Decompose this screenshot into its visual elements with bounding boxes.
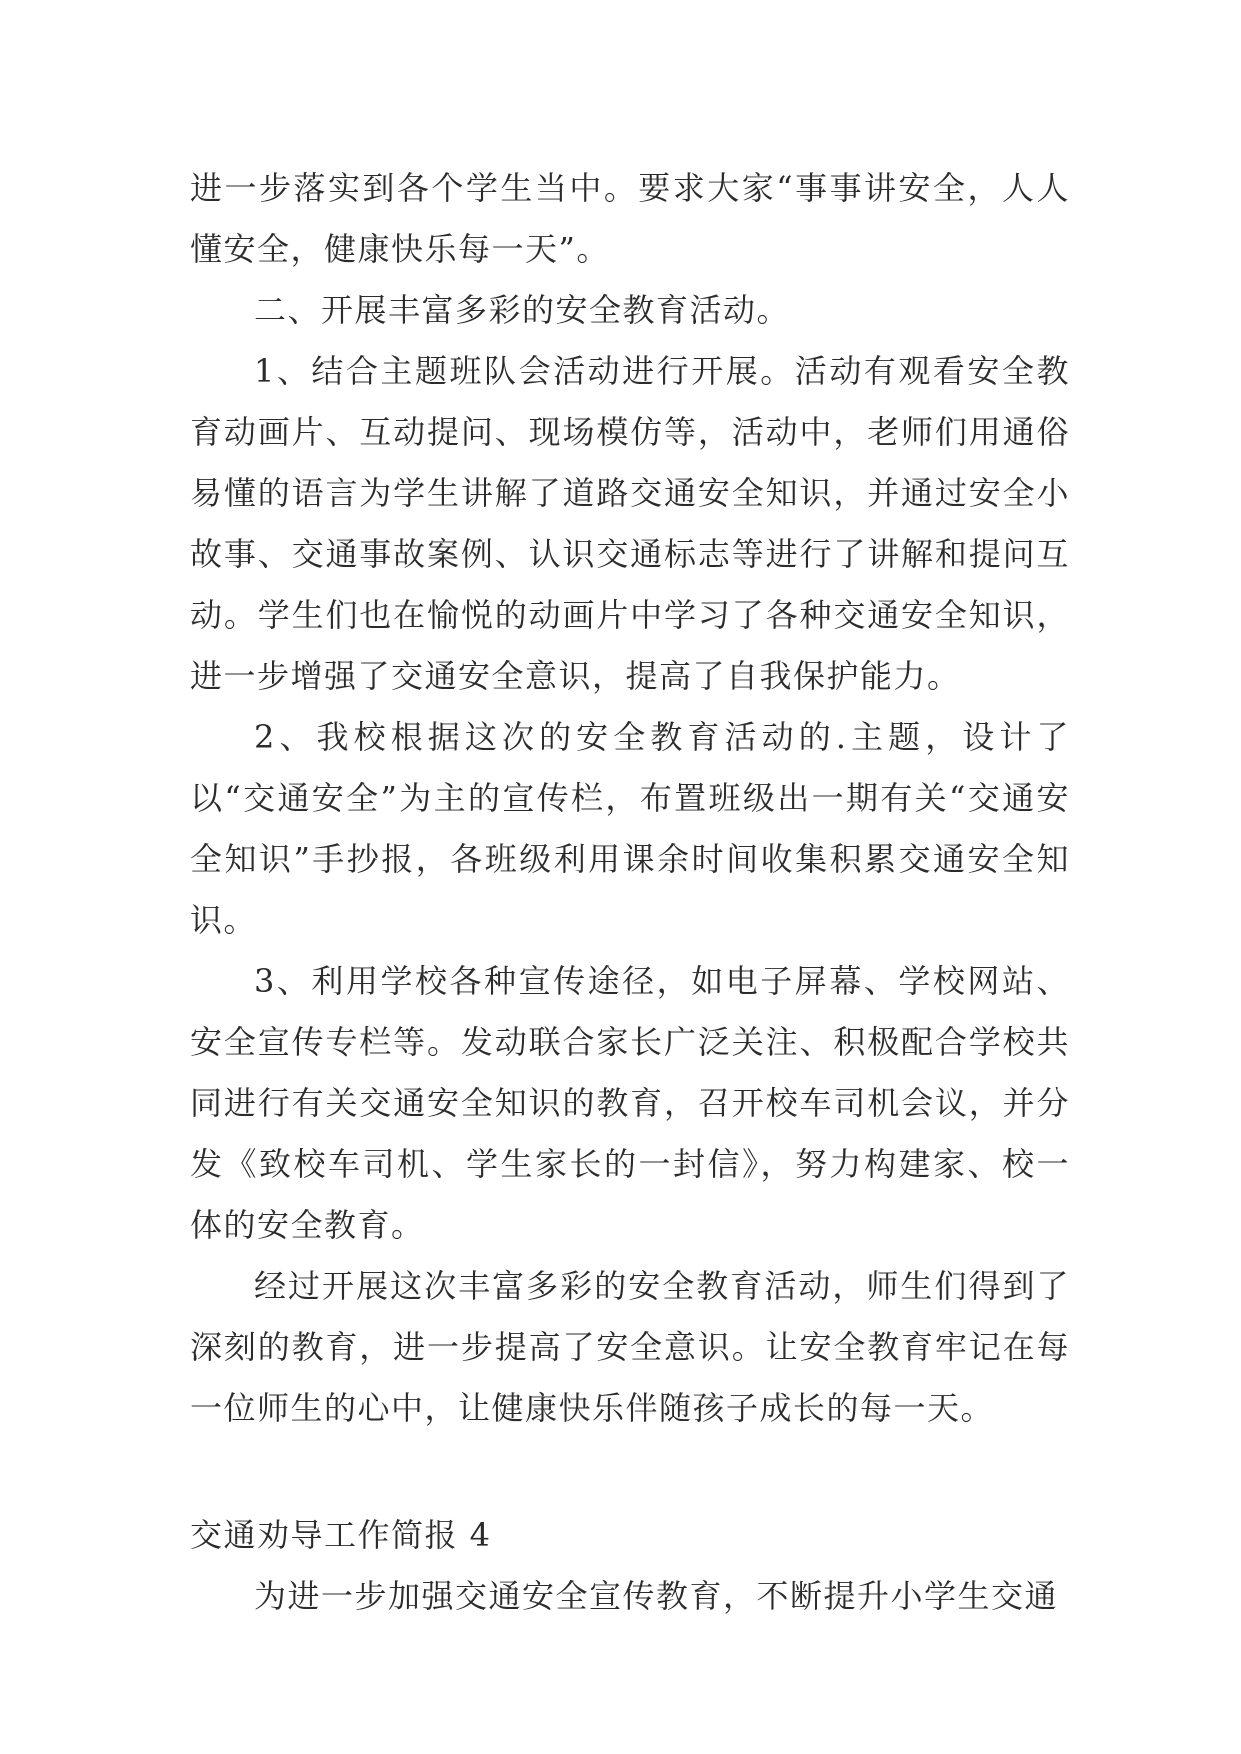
paragraph-section-title: 二、开展丰富多彩的安全教育活动。 xyxy=(254,291,791,329)
paragraph-item-2: 2、我校根据这次的安全教育活动的.主题，设计了以“交通安全”为主的宣传栏，布置班级出一期有关“交通安全知识”手抄报，各班级利用课余时间收集积累交通安全知识。 xyxy=(190,718,1070,939)
paragraph-item-3: 3、利用学校各种宣传途径，如电子屏幕、学校网站、安全宣传专栏等。发动联合家长广泛关注、积极配合学校共同进行有关交通安全知识的教育，召开校车司机会议，并分发《致校车司机、学生家长的一封信》，努力构建家、校一体的安全教育。 xyxy=(190,962,1070,1244)
paragraph-continuation: 进一步落实到各个学生当中。要求大家“事事讲安全，人人懂安全，健康快乐每一天”。 xyxy=(190,169,1070,268)
paragraph-item-1: 1、结合主题班队会活动进行开展。活动有观看安全教育动画片、互动提问、现场模仿等，活动中，老师们用通俗易懂的语言为学生讲解了道路交通安全知识，并通过安全小故事、交通事故案例、认识交通标志等进行了讲解和提问互动。学生们也在愉悦的动画片中学习了各种交通安全知识，进一步增强了交通安全意识，提高了自我保护能力。 xyxy=(190,352,1070,695)
section-heading: 交通劝导工作简报 4 xyxy=(190,1516,492,1554)
document-body xyxy=(190,158,1070,1627)
paragraph-conclusion: 经过开展这次丰富多彩的安全教育活动，师生们得到了深刻的教育，进一步提高了安全意识。让安全教育牢记在每一位师生的心中，让健康快乐伴随孩子成长的每一天。 xyxy=(190,1267,1070,1427)
paragraph-intro: 为进一步加强交通安全宣传教育，不断提升小学生交通 xyxy=(254,1577,1059,1615)
